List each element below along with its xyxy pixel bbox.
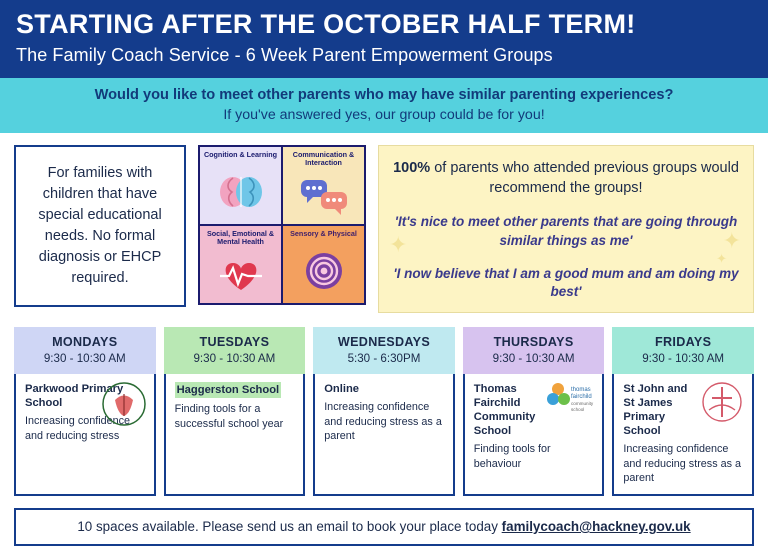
booking-email-link[interactable]: familycoach@hackney.gov.uk xyxy=(501,519,691,534)
intro-answer: If you've answered yes, our group could be for you! xyxy=(223,107,545,124)
school-name: Thomas Fairchild Community School xyxy=(473,383,536,438)
schedule-column-monday xyxy=(14,327,156,496)
quadrant-sensory-physical xyxy=(283,226,364,303)
testimonial-quote: 'It's nice to meet other parents that are going through similar things as me' xyxy=(394,213,738,248)
recommendation-percentage: 100% xyxy=(393,160,431,177)
day-name: MONDAYS xyxy=(52,335,118,350)
day-header xyxy=(313,327,455,374)
quadrant-cognition-learning xyxy=(200,147,281,224)
testimonial-quote: 'I now believe that I am a good mum and am doing my best' xyxy=(393,265,739,300)
booking-footer xyxy=(14,508,754,546)
header-banner xyxy=(0,0,768,78)
speech-bubbles-icon xyxy=(283,168,364,224)
schedule-column-tuesday xyxy=(164,327,306,496)
day-name: TUESDAYS xyxy=(199,335,270,350)
quadrant-label: Sensory & Physical xyxy=(290,229,357,239)
fingerprint-icon xyxy=(283,238,364,303)
day-time: 9:30 - 10:30 AM xyxy=(642,352,725,366)
day-header xyxy=(14,327,156,374)
day-time: 5:30 - 6:30PM xyxy=(347,352,421,366)
session-description: Finding tools for a successful school year xyxy=(174,403,284,430)
recommendation-stat xyxy=(393,158,739,199)
sparkle-icon: ✦ xyxy=(716,251,727,267)
school-name: St John and St James Primary School xyxy=(623,383,688,438)
day-header xyxy=(612,327,754,374)
session-description: Finding tools for behaviour xyxy=(473,443,551,470)
parkwood-primary-school-logo xyxy=(98,380,150,428)
quadrant-label: Cognition & Learning xyxy=(203,150,278,160)
day-name: THURSDAYS xyxy=(493,335,574,350)
svg-text:fairchild: fairchild xyxy=(571,394,593,401)
day-details xyxy=(14,374,156,496)
svg-text:thomas: thomas xyxy=(571,387,592,394)
testimonials-box xyxy=(378,145,754,313)
svg-text:school: school xyxy=(571,407,585,413)
schedule-grid xyxy=(0,313,768,496)
quadrant-communication-interaction xyxy=(283,147,364,224)
day-details xyxy=(313,374,455,496)
day-header xyxy=(164,327,306,374)
quadrant-label: Social, Emotional & Mental Health xyxy=(206,229,275,247)
schedule-column-friday xyxy=(612,327,754,496)
intro-question: Would you like to meet other parents who may have similar parenting experiences? xyxy=(94,87,674,104)
day-header xyxy=(463,327,605,374)
day-details xyxy=(612,374,754,496)
eligibility-note-text: For families with children that have special educational needs. No formal diagnosis or EHCP required. xyxy=(38,165,162,287)
booking-text: 10 spaces available. Please send us an email to book your place today xyxy=(77,519,502,534)
heartbeat-icon xyxy=(200,247,281,303)
svg-text:community: community xyxy=(571,401,594,407)
thomas-fairchild-community-school-logo xyxy=(546,380,598,428)
day-name: WEDNESDAYS xyxy=(337,335,431,350)
eligibility-note xyxy=(14,145,186,307)
brain-icon xyxy=(200,159,281,224)
schedule-column-thursday xyxy=(463,327,605,496)
session-description: Increasing confidence and reducing stress xyxy=(25,415,131,442)
recommendation-stat-text: of parents who attended previous groups would recommend the groups! xyxy=(430,160,739,197)
day-time: 9:30 - 10:30 AM xyxy=(43,352,126,366)
sparkle-icon: ✦ xyxy=(722,228,741,254)
quadrant-label: Communication & Interaction xyxy=(292,150,355,168)
day-time: 9:30 - 10:30 AM xyxy=(492,352,575,366)
intro-band xyxy=(0,78,768,133)
day-name: FRIDAYS xyxy=(655,335,712,350)
quadrant-social-emotional-mental-health xyxy=(200,226,281,303)
sparkle-icon: ✦ xyxy=(389,232,408,258)
page-subtitle: The Family Coach Service - 6 Week Parent Empowerment Groups xyxy=(16,45,553,66)
page-title: STARTING AFTER THE OCTOBER HALF TERM! xyxy=(16,9,636,39)
middle-row xyxy=(0,133,768,313)
school-name: Online xyxy=(324,383,359,396)
sen-areas-graphic xyxy=(198,145,366,305)
st-john-and-st-james-primary-school-logo xyxy=(696,380,748,428)
school-name: Haggerston School xyxy=(176,384,280,397)
session-description: Increasing confidence and reducing stress as a parent xyxy=(623,443,742,485)
session-description: Increasing confidence and reducing stress as a parent xyxy=(324,401,442,443)
schedule-column-wednesday xyxy=(313,327,455,496)
day-details xyxy=(463,374,605,496)
school-name: Parkwood Primary School xyxy=(25,383,124,410)
day-time: 9:30 - 10:30 AM xyxy=(193,352,276,366)
day-details xyxy=(164,374,306,496)
